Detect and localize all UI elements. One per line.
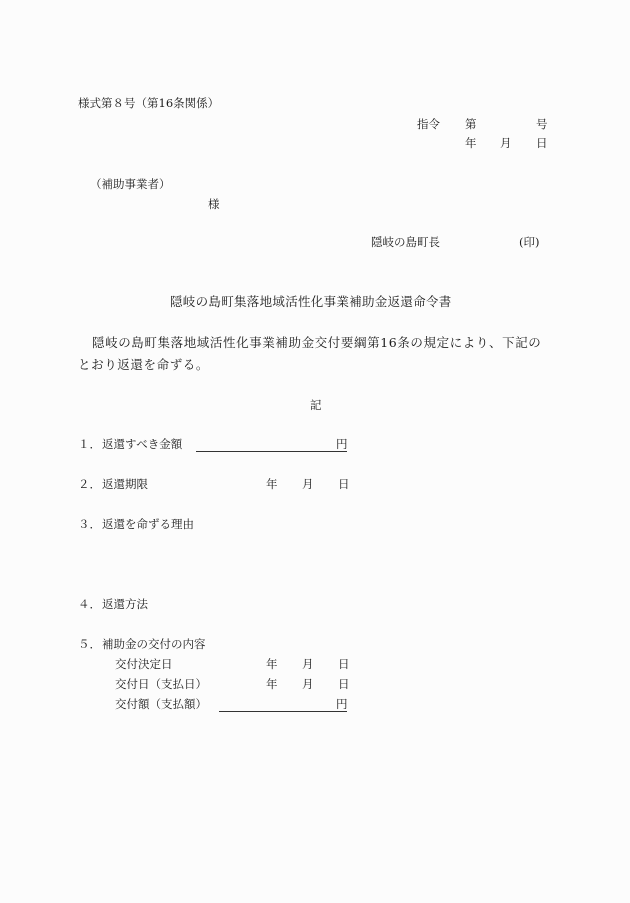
- date-day: 日: [338, 657, 350, 671]
- item-number: ３．: [78, 517, 101, 531]
- amount-suffix: 円: [336, 437, 348, 451]
- date-year: 年: [266, 657, 278, 671]
- item-number: ２．: [78, 477, 101, 491]
- form-label: 様式第８号（第16条関係）: [78, 96, 220, 110]
- document-title: 隠岐の島町集落地域活性化事業補助金返還命令書: [170, 294, 452, 309]
- item-label: 補助金の交付の内容: [102, 637, 206, 651]
- body-line-1: 隠岐の島町集落地域活性化事業補助金交付要綱第16条の規定により、下記の: [92, 335, 542, 350]
- ki-label: 記: [310, 398, 322, 412]
- sub-item-label: 交付決定日: [115, 657, 173, 671]
- item-label: 返還方法: [102, 597, 148, 611]
- date-month: 月: [302, 677, 314, 691]
- date-day: 日: [338, 477, 350, 491]
- item-number: ５．: [78, 637, 101, 651]
- directive-label: 指令: [417, 117, 440, 131]
- sub-item-label: 交付日（支払日）: [115, 677, 207, 691]
- item-number: １．: [78, 437, 101, 451]
- item-number: ４．: [78, 597, 101, 611]
- date-year: 年: [266, 677, 278, 691]
- addressee-honorific: 様: [208, 197, 220, 211]
- header-date-day: 日: [536, 136, 548, 150]
- amount-underline[interactable]: [196, 451, 347, 452]
- item-label: 返還を命ずる理由: [102, 517, 194, 531]
- number-prefix: 第: [465, 117, 477, 131]
- date-month: 月: [302, 657, 314, 671]
- item-label: 返還すべき金額: [102, 437, 183, 451]
- item-label: 返還期限: [102, 477, 148, 491]
- header-date-month: 月: [500, 136, 512, 150]
- amount-suffix: 円: [336, 697, 348, 711]
- payment-amount-underline[interactable]: [219, 711, 347, 712]
- date-month: 月: [302, 477, 314, 491]
- date-day: 日: [338, 677, 350, 691]
- body-line-2: とおり返還を命ずる。: [78, 357, 210, 372]
- date-year: 年: [266, 477, 278, 491]
- addressee-label: （補助事業者）: [90, 177, 171, 191]
- issuer-seal: (印): [519, 235, 540, 249]
- header-date-year: 年: [465, 136, 477, 150]
- number-suffix: 号: [536, 117, 548, 131]
- issuer-name: 隠岐の島町長: [371, 235, 440, 249]
- sub-item-label: 交付額（支払額）: [115, 697, 207, 711]
